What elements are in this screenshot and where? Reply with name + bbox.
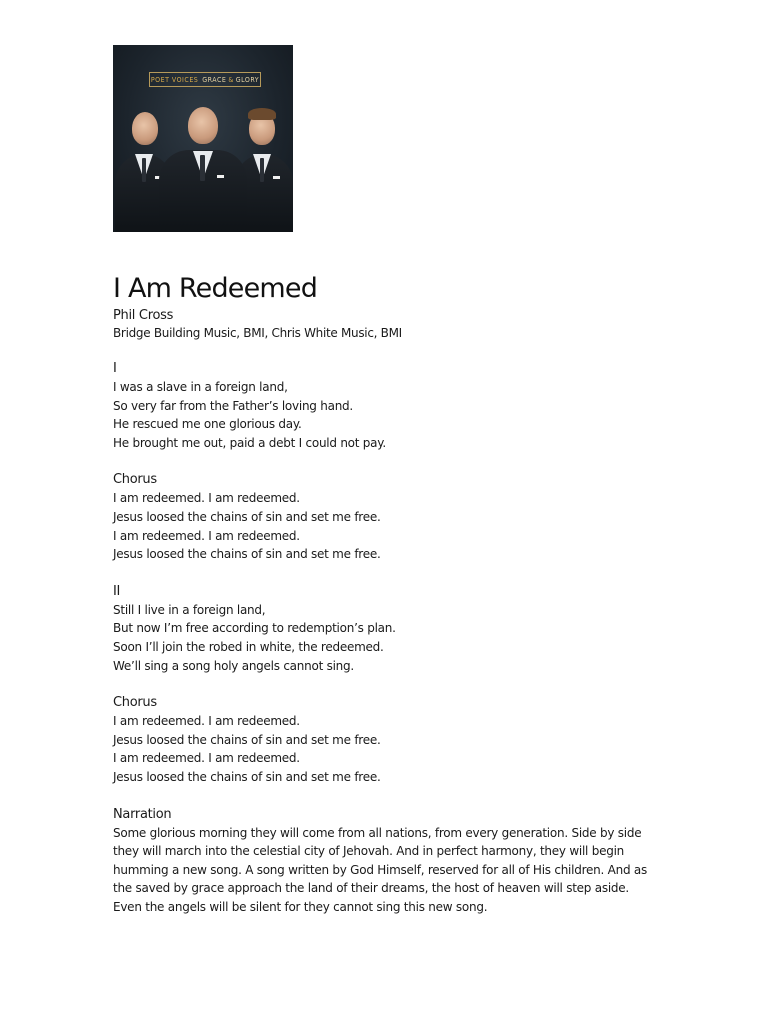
album-person-center — [159, 97, 247, 232]
lyric-line: We’ll sing a song holy angels cannot sing. — [113, 658, 354, 673]
lyric-line: So very far from the Father’s loving hand. — [113, 398, 353, 413]
lyric-line: He rescued me one glorious day. — [113, 417, 302, 432]
lyric-line: I am redeemed. I am redeemed. — [113, 714, 300, 729]
chorus-2 — [113, 694, 673, 786]
lyric-line: Jesus loosed the chains of sin and set me free. — [113, 732, 381, 747]
lyric-line: Jesus loosed the chains of sin and set me free. — [113, 547, 381, 562]
lyric-line: I am redeemed. I am redeemed. — [113, 491, 300, 506]
section-heading: I — [113, 361, 117, 376]
verse-1 — [113, 360, 673, 452]
chorus-1 — [113, 471, 673, 563]
song-publisher: Bridge Building Music, BMI, Chris White Music, BMI — [113, 326, 402, 340]
lyric-line: But now I’m free according to redemption’s plan. — [113, 621, 396, 636]
lyric-line: I am redeemed. I am redeemed. — [113, 751, 300, 766]
section-heading: II — [113, 583, 121, 599]
lyrics-page — [113, 45, 673, 916]
album-title-part2: GLORY — [235, 75, 260, 84]
section-heading: Chorus — [113, 472, 157, 488]
section-heading: Chorus — [113, 695, 157, 711]
lyric-line: I was a slave in a foreign land, — [113, 380, 288, 394]
narration — [113, 806, 673, 917]
song-author: Phil Cross — [113, 308, 174, 323]
narration-text: Some glorious morning they will come from all nations, from every generation. Side by side they will march into the celestial city of Jehovah. And in perfect harmony, they will begin humming a new song. A song written by God Himself, reserved for all of His children. And as the saved by grace approach the land of their dreams, the host of heaven will step aside. Even the angels will be silent for they cannot sing this new song. — [113, 825, 647, 914]
lyric-line: I am redeemed. I am redeemed. — [113, 528, 300, 543]
song-title: I Am Redeemed — [113, 273, 318, 304]
lyric-line: He brought me out, paid a debt I could not pay. — [113, 435, 386, 450]
album-cover-image — [113, 45, 293, 232]
album-title-bar — [149, 72, 261, 87]
lyric-line: Jesus loosed the chains of sin and set me free. — [113, 509, 381, 524]
album-ampersand: & — [228, 75, 234, 84]
lyric-line: Soon I’ll join the robed in white, the redeemed. — [113, 639, 384, 654]
lyric-line: Still I live in a foreign land, — [113, 602, 266, 617]
album-title-part1: GRACE — [202, 75, 227, 84]
album-brand: POET VOICES — [150, 75, 199, 84]
lyric-line: Jesus loosed the chains of sin and set me free. — [113, 769, 381, 784]
verse-2 — [113, 583, 673, 675]
section-heading: Narration — [113, 806, 172, 822]
